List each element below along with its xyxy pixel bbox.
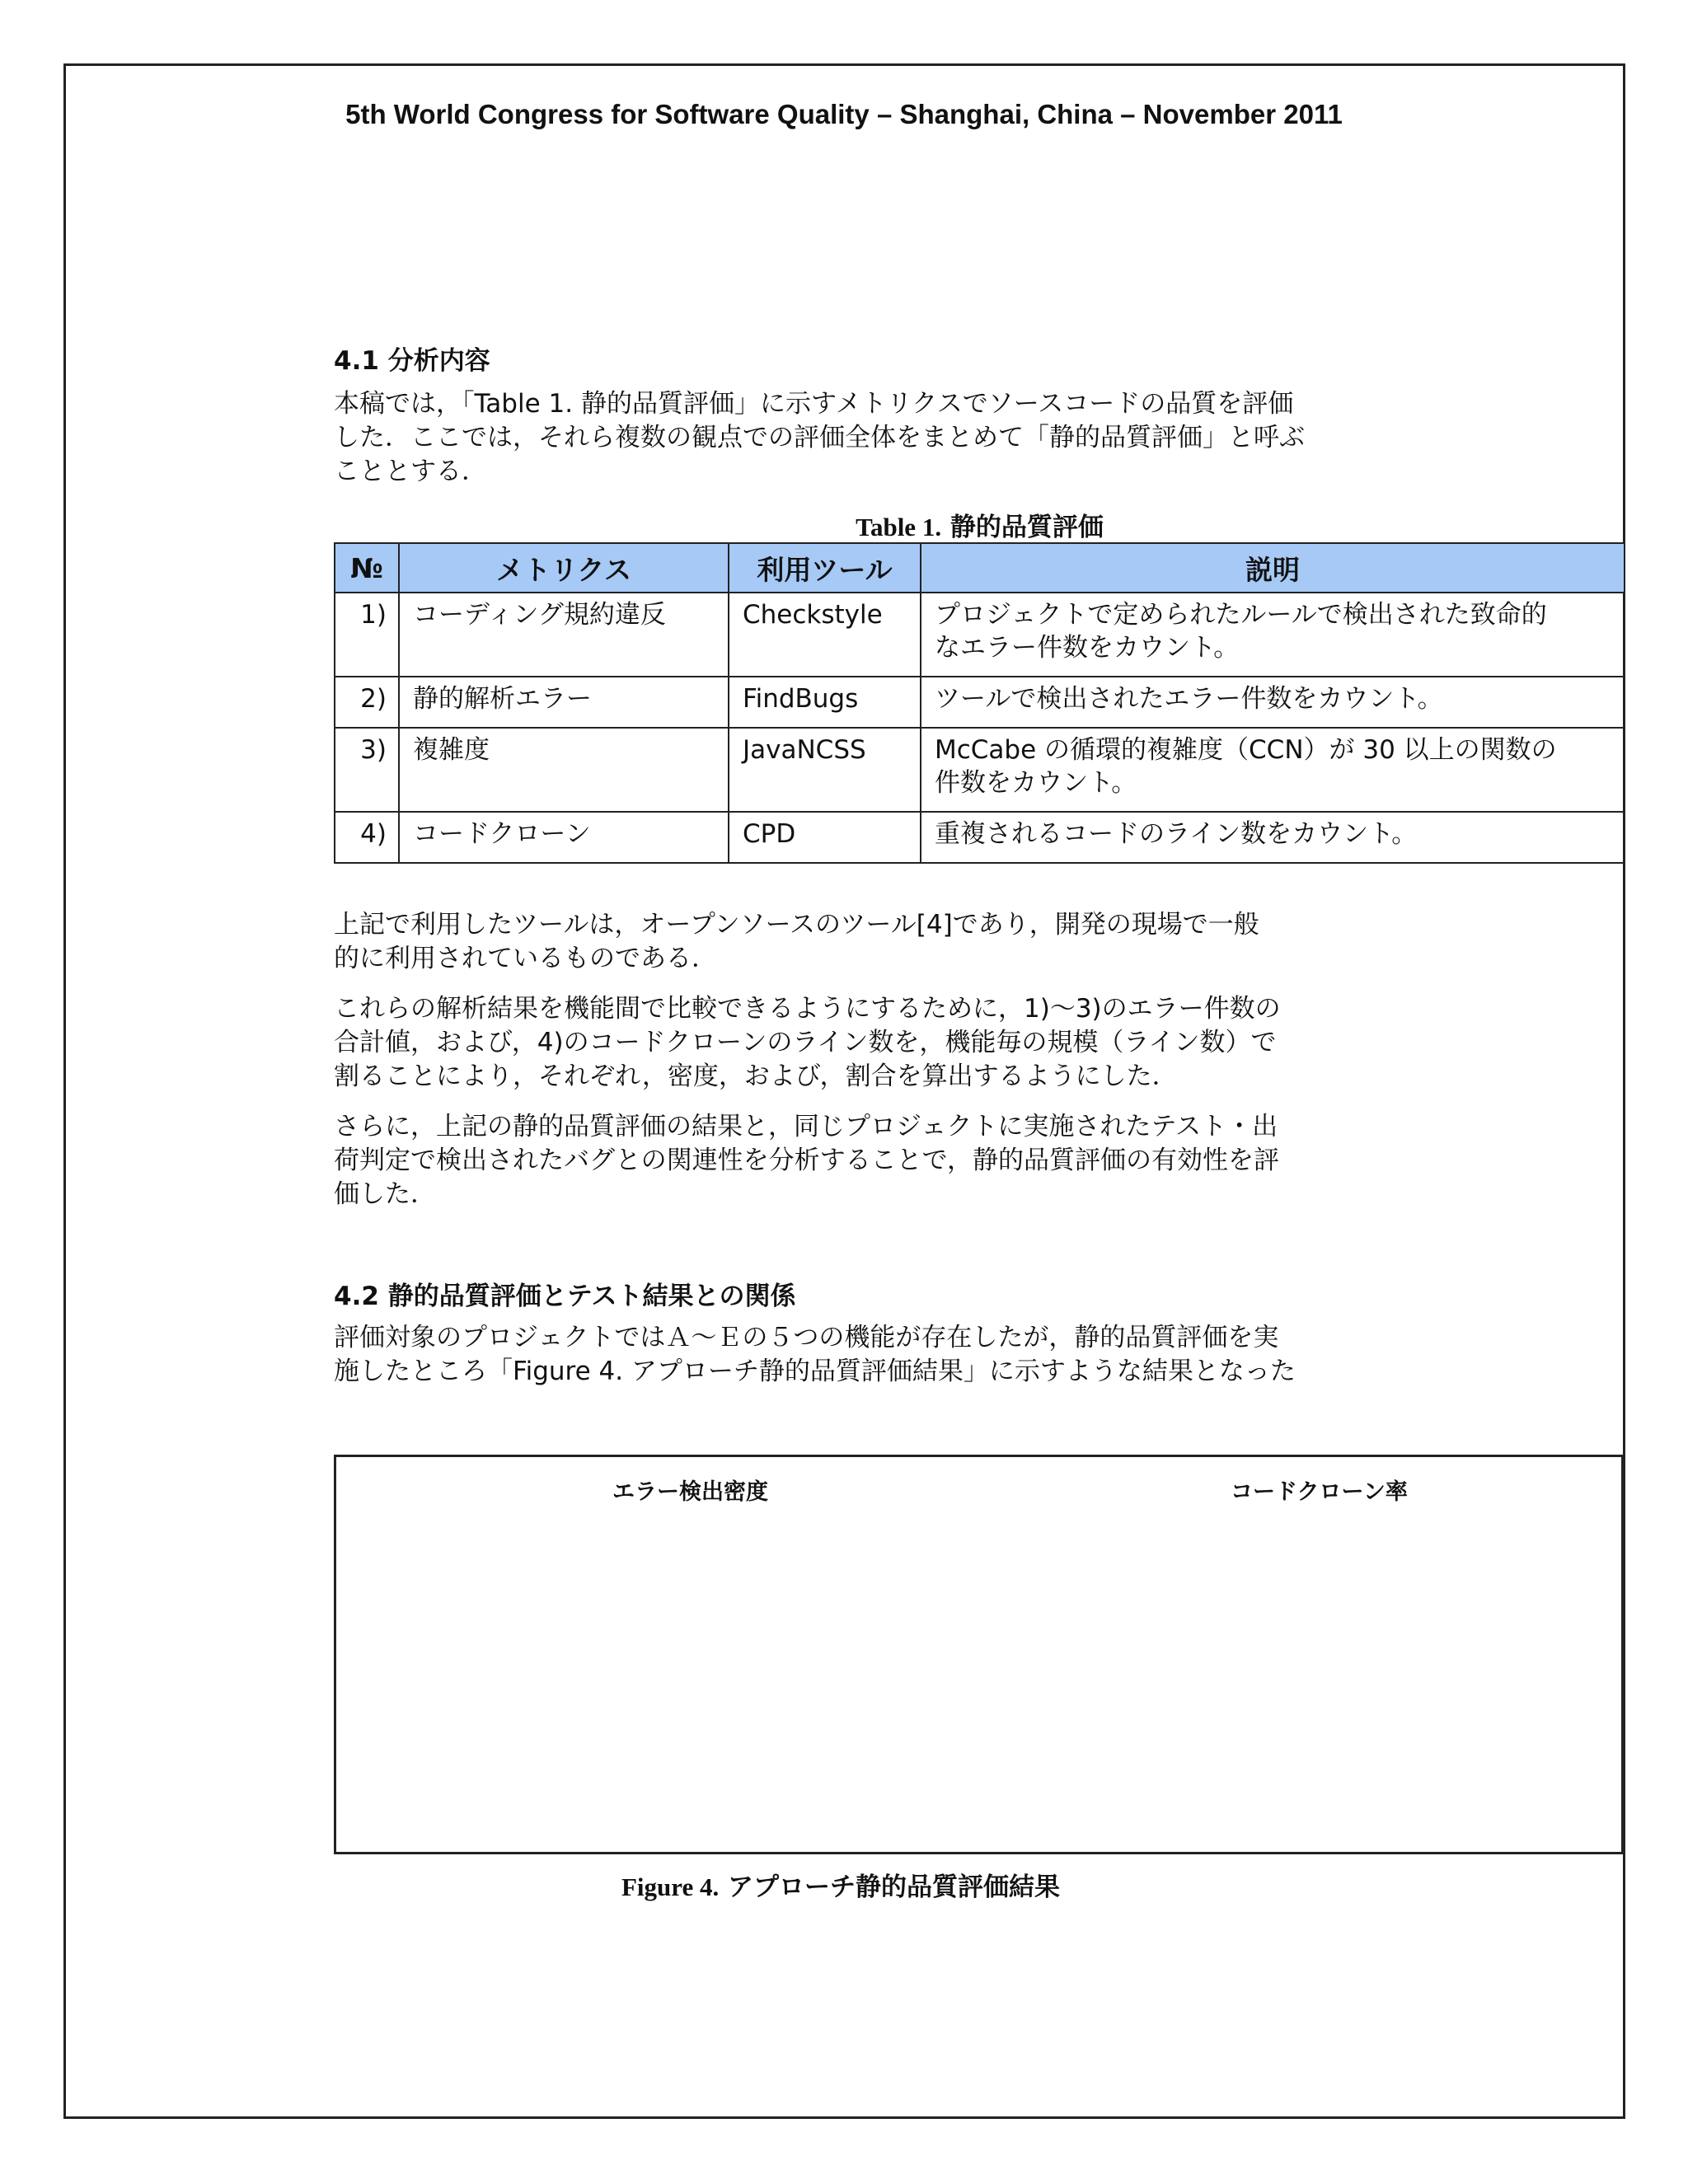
figure-caption-label: Figure 4. — [621, 1872, 720, 1901]
paragraph-line: これらの解析結果を機能間で比較できるようにするために，1)～3)のエラー件数の — [334, 994, 1281, 1024]
table-row — [335, 593, 1625, 677]
row-description — [921, 593, 1625, 677]
paragraph-line: 施したところ「Figure 4. アプローチ静的品質評価結果」に示すような結果となった — [334, 1357, 1296, 1386]
description-line: McCabe の循環的複雑度（CCN）が 30 以上の関数の — [935, 735, 1557, 765]
figure-caption — [334, 1866, 1348, 1903]
paragraph-line: 割ることにより，それぞれ，密度，および，割合を算出するようにした． — [334, 1062, 1178, 1091]
paragraph-line: さらに，上記の静的品質評価の結果と，同じプロジェクトに実施されたテスト・出 — [334, 1112, 1278, 1141]
row-number: 3) — [335, 728, 399, 812]
row-description — [921, 728, 1625, 812]
row-description — [921, 812, 1625, 863]
paragraph-line: こととする． — [334, 457, 487, 486]
row-tool: FindBugs — [729, 677, 921, 728]
col-header-metric: メトリクス — [399, 543, 729, 593]
paragraph-line: 本稿では，「Table 1. 静的品質評価」に示すメトリクスでソースコードの品質を評価 — [334, 389, 1294, 419]
row-number: 4) — [335, 812, 399, 863]
figure-caption-text: アプローチ静的品質評価結果 — [728, 1872, 1061, 1902]
paragraph-line: 上記で利用したツールは，オープンソースのツール[4]であり，開発の現場で一般 — [334, 910, 1259, 940]
table-header-row — [335, 543, 1625, 593]
metrics-table — [334, 542, 1625, 864]
col-header-description: 説明 — [921, 543, 1625, 593]
col-header-tool: 利用ツール — [729, 543, 921, 593]
table-row — [335, 677, 1625, 728]
paragraph-tools — [334, 908, 1364, 976]
row-number: 2) — [335, 677, 399, 728]
row-number: 1) — [335, 593, 399, 677]
paragraph-line: 合計値，および，4)のコードクローンのライン数を，機能毎の規模（ライン数）で — [334, 1028, 1277, 1057]
paragraph-line: 評価対象のプロジェクトではＡ～Ｅの５つの機能が存在したが，静的品質評価を実 — [334, 1323, 1279, 1352]
table-row — [335, 812, 1625, 863]
section-heading-4-2: 4.2 静的品質評価とテスト結果との関係 — [334, 1282, 796, 1311]
section-4-1-paragraph — [334, 387, 1364, 489]
paragraph-evaluation — [334, 1110, 1364, 1212]
description-line: 重複されるコードのライン数をカウント。 — [935, 819, 1418, 849]
paragraph-line: 的に利用されているものである． — [334, 944, 717, 973]
figure-4-frame — [334, 1455, 1624, 1854]
row-description — [921, 677, 1625, 728]
row-metric: コードクローン — [399, 812, 729, 863]
running-header: 5th World Congress for Software Quality – Shanghai, China – November 2011 — [345, 99, 1343, 129]
paragraph-metrics-calc — [334, 992, 1364, 1094]
description-line: プロジェクトで定められたルールで検出された致命的 — [935, 600, 1547, 630]
table-caption-text: 静的品質評価 — [950, 513, 1104, 542]
row-metric: コーディング規約違反 — [399, 593, 729, 677]
row-tool: JavaNCSS — [729, 728, 921, 812]
section-4-2-paragraph — [334, 1321, 1364, 1389]
description-line: 件数をカウント。 — [935, 768, 1137, 798]
description-line: ツールで検出されたエラー件数をカウント。 — [935, 684, 1443, 714]
paragraph-line: 価した． — [334, 1179, 436, 1209]
col-header-no: № — [335, 543, 399, 593]
table-caption-label: Table 1. — [856, 513, 942, 541]
panel-title-code-clone-rate: コードクローン率 — [1231, 1479, 1408, 1505]
row-metric: 複雑度 — [399, 728, 729, 812]
table-row — [335, 728, 1625, 812]
row-metric: 静的解析エラー — [399, 677, 729, 728]
table-caption — [334, 506, 1625, 543]
paragraph-line: した．ここでは，それら複数の観点での評価全体をまとめて「静的品質評価」と呼ぶ — [334, 423, 1305, 452]
row-tool: CPD — [729, 812, 921, 863]
row-tool: Checkstyle — [729, 593, 921, 677]
paragraph-line: 荷判定で検出されたバグとの関連性を分析することで，静的品質評価の有効性を評 — [334, 1146, 1279, 1175]
description-line: なエラー件数をカウント。 — [935, 633, 1240, 663]
section-heading-4-1: 4.1 分析内容 — [334, 346, 490, 376]
panel-title-error-density: エラー検出密度 — [612, 1479, 768, 1505]
